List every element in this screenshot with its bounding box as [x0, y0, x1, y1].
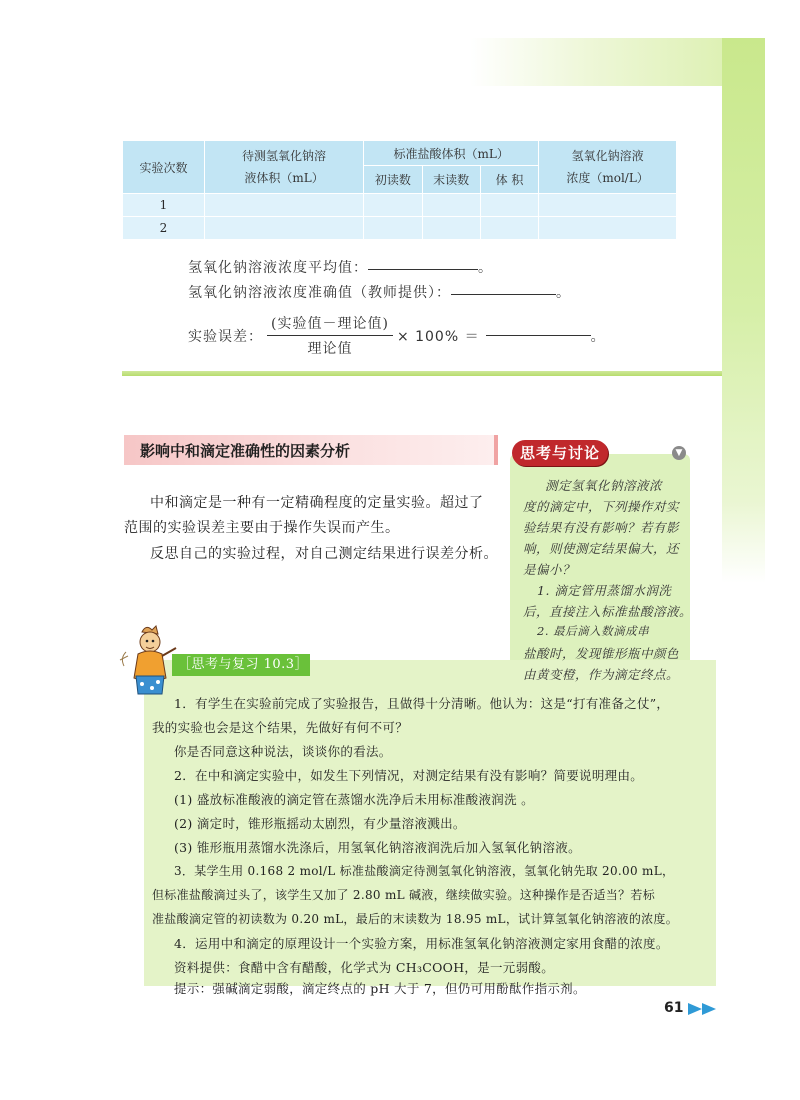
header-naoh-line2: 液体积（mL）	[244, 171, 324, 185]
fraction-numerator: (实验值－理论值)	[267, 313, 393, 336]
review-title: ［思考与复习 10.3］	[172, 654, 310, 676]
row-number: 1	[123, 194, 205, 217]
header-trial: 实验次数	[123, 141, 205, 194]
table-cell	[422, 217, 480, 240]
discussion-line: 是偏小？	[523, 562, 576, 577]
table-cell	[204, 194, 363, 217]
paragraph-line: 中和滴定是一种有一定精确程度的定量实验。超过了	[150, 495, 484, 511]
error-blank	[486, 335, 591, 336]
panel-bottom-rule	[122, 371, 722, 376]
header-naoh-volume	[204, 141, 363, 194]
table-cell	[204, 217, 363, 240]
table-cell	[480, 217, 538, 240]
corner-decoration-block	[722, 38, 765, 583]
discussion-line: 响，则使测定结果偏大，还	[523, 541, 680, 556]
review-line: (2) 滴定时，锥形瓶摇动太剧烈，有少量溶液溅出。	[174, 816, 466, 831]
paragraph-line: 反思自己的实验过程，对自己测定结果进行误差分析。	[150, 546, 498, 562]
triangle-down-icon: ▼	[672, 446, 686, 460]
discussion-line: 度的滴定中，下列操作对实	[523, 499, 680, 514]
header-final-reading: 末读数	[422, 166, 480, 194]
review-line: 准盐酸滴定管的初读数为 0.20 mL，最后的末读数为 18.95 mL，试计算氢氧化钠溶液的浓度。	[152, 912, 679, 926]
review-line: 你是否同意这种说法，谈谈你的看法。	[174, 744, 392, 759]
header-volume: 体 积	[480, 166, 538, 194]
true-label: 氢氧化钠溶液浓度准确值（教师提供）：	[188, 285, 451, 301]
table-cell	[364, 194, 422, 217]
review-line: 4．运用中和滴定的原理设计一个实验方案，用标准氢氧化钠溶液测定家用食醋的浓度。	[174, 936, 669, 951]
discussion-line: 测定氢氧化钠溶液浓	[545, 478, 663, 493]
average-label: 氢氧化钠溶液浓度平均值：	[188, 260, 368, 276]
error-formula	[188, 313, 606, 358]
header-initial-reading: 初读数	[364, 166, 422, 194]
error-label: 实验误差：	[188, 328, 263, 345]
section-title: 影响中和滴定准确性的因素分析	[140, 442, 351, 460]
fraction-denominator: 理论值	[307, 341, 353, 357]
average-end: 。	[478, 260, 493, 276]
review-line: 2．在中和滴定实验中，如发生下列情况，对测定结果有没有影响？简要说明理由。	[174, 768, 644, 783]
review-line: 我的实验也会是这个结果，先做好有何不可？	[152, 720, 409, 735]
error-end: 。	[590, 328, 606, 345]
row-number: 2	[123, 217, 205, 240]
header-conc-line1: 氢氧化钠溶液	[571, 149, 644, 163]
page-number: 61	[664, 1000, 684, 1016]
section-heading	[124, 435, 498, 465]
next-page-arrows-icon	[688, 1002, 722, 1016]
review-line: 3．某学生用 0.168 2 mol/L 标准盐酸滴定待测氢氧化钠溶液，氢氧化钠先取 20.00 mL，	[174, 864, 675, 878]
average-blank	[368, 269, 478, 270]
discussion-line: 1. 滴定管用蒸馏水润洗	[537, 583, 672, 598]
corner-decoration-band	[470, 38, 765, 86]
error-fraction	[267, 313, 393, 358]
paragraph-line: 范围的实验误差主要由于操作失误而产生。	[124, 520, 400, 536]
discussion-line: 2. 最后滴入数滴成串	[537, 624, 650, 638]
times-hundred-percent: × 100% ＝	[396, 328, 480, 345]
header-hcl-volume: 标准盐酸体积（mL）	[364, 141, 539, 166]
discussion-line: 盐酸时，发现锥形瓶中颜色	[523, 646, 680, 661]
review-line: 提示：强碱滴定弱酸，滴定终点的 pH 大于 7，但仍可用酚酞作指示剂。	[174, 981, 586, 996]
true-end: 。	[556, 285, 571, 301]
table-cell	[480, 194, 538, 217]
average-concentration-line	[188, 257, 493, 277]
table-cell	[422, 194, 480, 217]
table-row	[123, 217, 677, 240]
review-line: (1) 盛放标准酸液的滴定管在蒸馏水洗净后未用标准酸液润洗 。	[174, 792, 534, 807]
discussion-line: 由黄变橙，作为滴定终点。	[523, 667, 680, 682]
table-row	[123, 194, 677, 217]
titration-data-table	[122, 140, 677, 240]
true-concentration-line	[188, 282, 571, 302]
header-naoh-line1: 待测氢氧化钠溶	[242, 149, 327, 163]
review-line: 但标准盐酸滴过头了，该学生又加了 2.80 mL 碱液，继续做实验。这种操作是否适当？若标	[152, 888, 656, 902]
review-line: (3) 锥形瓶用蒸馏水洗涤后，用氢氧化钠溶液润洗后加入氢氧化钠溶液。	[174, 840, 581, 855]
header-conc-line2: 浓度（mol/L）	[566, 171, 649, 185]
review-line: 1．有学生在实验前完成了实验报告，且做得十分清晰。他认为：这是“打有准备之仗”，	[174, 696, 670, 711]
discussion-line: 后，直接注入标准盐酸溶液。	[523, 604, 693, 619]
discussion-line: 验结果有没有影响？若有影	[523, 520, 680, 535]
table-cell	[539, 194, 677, 217]
true-blank	[451, 294, 556, 295]
review-line: 资料提供：食醋中含有醋酸，化学式为 CH₃COOH，是一元弱酸。	[174, 960, 555, 975]
table-cell	[364, 217, 422, 240]
header-concentration	[539, 141, 677, 194]
discussion-title: 思考与讨论	[512, 440, 608, 466]
table-cell	[539, 217, 677, 240]
